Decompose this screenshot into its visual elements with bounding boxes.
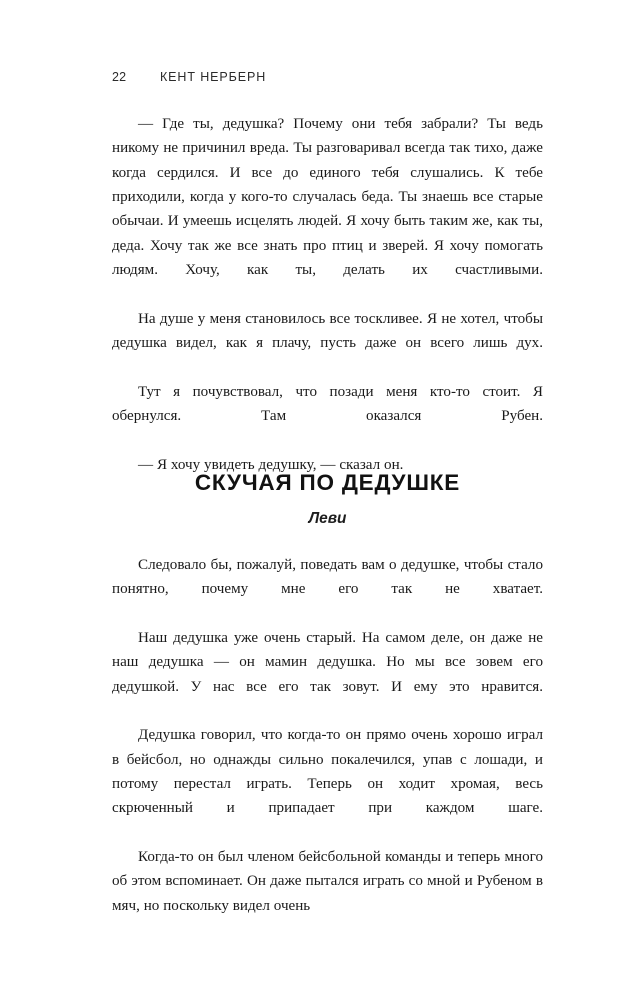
body-text-after-heading	[112, 553, 543, 918]
paragraph: Наш дедушка уже очень старый. На самом деле, он даже не наш дедушка — он мамин дедушка. Но мы все зовем его дедушкой. У нас все его так зовут. И ему это нравится.	[112, 630, 543, 695]
paragraph: Следовало бы, пожалуй, поведать вам о дедушке, чтобы стало понятно, почему мне его так не хватает.	[112, 557, 543, 598]
paragraph: Дедушка говорил, что когда-то он прямо очень хорошо играл в бейсбол, но однажды сильно покалечился, упав с лошади, и потому перестал играть. Теперь он ходит хромая, весь скрюченный и припадает при каждом шаге.	[112, 727, 543, 817]
chapter-heading-block	[112, 470, 543, 528]
chapter-title: СКУЧАЯ ПО ДЕДУШКЕ	[194, 470, 461, 495]
running-head-author: КЕНТ НЕРБЕРН	[160, 70, 267, 84]
page-number: 22	[112, 70, 127, 84]
paragraph: На душе у меня становилось все тоскливее. Я не хотел, чтобы дедушка видел, как я плачу, пусть даже он всего лишь дух.	[112, 310, 543, 352]
running-head	[112, 70, 543, 84]
paragraph: — Где ты, дедушка? Почему они тебя забрали? Ты ведь никому не причинил вреда. Ты разговаривал всегда так тихо, даже когда сердился. И все до единого тебя слушались. К тебе приходили, когда у кого-то случалась беда. Ты знаешь все старые обычаи. И умеешь исцелять людей. Я хочу быть таким же, как ты, деда. Хочу так же все знать про птиц и зверей. Я хочу помогать людям. Хочу, как ты, делать их счастливыми.	[112, 116, 543, 279]
chapter-author: Леви	[308, 509, 347, 527]
body-text-before-heading	[112, 112, 543, 477]
paragraph: Тут я почувствовал, что позади меня кто-то стоит. Я обернулся. Там оказался Рубен.	[112, 383, 543, 425]
paragraph: Когда-то он был членом бейсбольной команды и теперь много об этом вспоминает. Он даже пытался играть со мной и Рубеном в мяч, но поскольку видел очень	[112, 849, 543, 914]
paragraph: — Я хочу увидеть дедушку, — сказал он.	[138, 456, 404, 473]
